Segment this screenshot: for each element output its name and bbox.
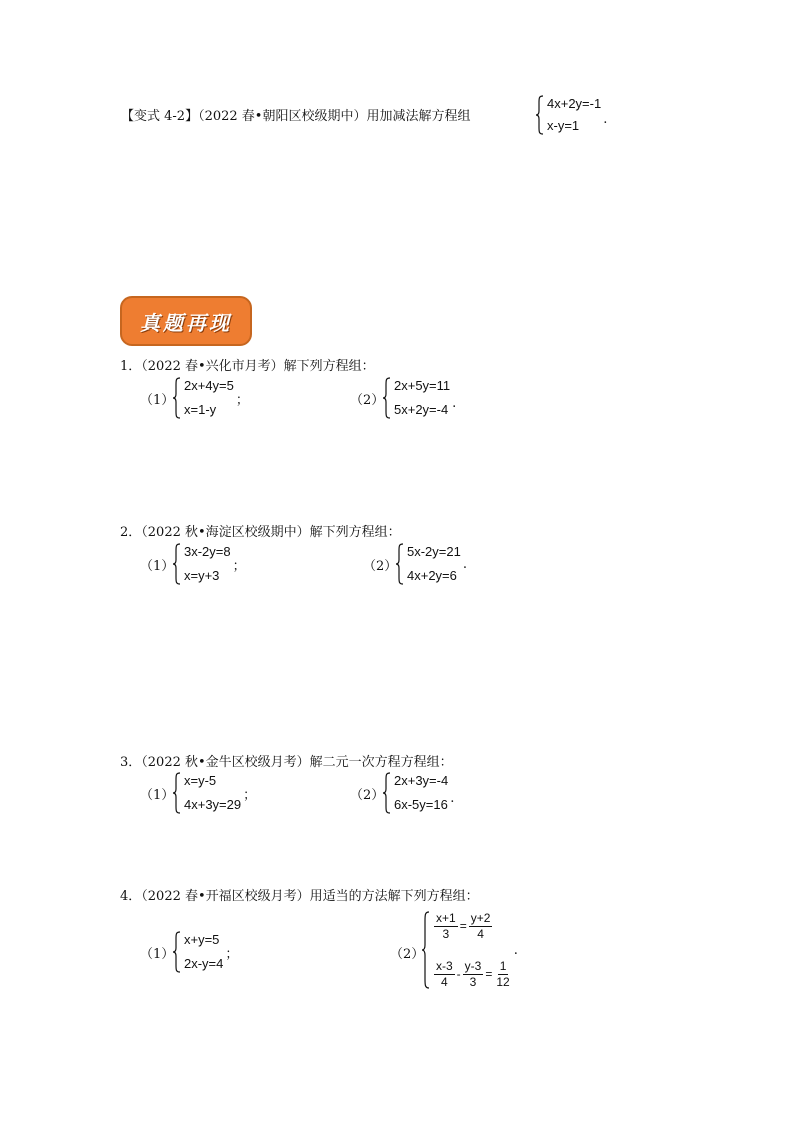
q3-p1-eq1: x=y-5: [184, 773, 217, 788]
q4-p1-system: [172, 931, 238, 973]
q2-p2-punct: .: [462, 556, 467, 572]
q4-p2-label: （2）: [390, 947, 425, 962]
q4-p2-row2: [434, 959, 512, 989]
variant-system: [535, 95, 607, 135]
q2-p2-eq1: 5x-2y=21: [407, 544, 461, 559]
left-brace-icon: [172, 772, 181, 814]
q2-p2-eq2: 4x+2y=6: [407, 568, 457, 583]
q2-p2-label: （2）: [363, 559, 398, 574]
q3-p2-label: （2）: [350, 788, 385, 803]
operator: =: [459, 919, 467, 933]
q3-p1-label: （1）: [140, 788, 175, 803]
q3-p1-system: [172, 772, 256, 814]
variant-prefix: 【变式 4-2】（2022 春•朝阳区校级期中）用加减法解方程组: [121, 109, 471, 124]
fraction: $\frac{y+2}{4}$: [470, 910, 491, 941]
q3-p2-eq1: 2x+3y=-4: [394, 773, 449, 788]
left-brace-icon: [172, 543, 181, 585]
q3-p2-eq2: 6x-5y=16: [394, 797, 448, 812]
q4-title: 4．（2022 春•开福区校级月考）用适当的方法解下列方程组：: [120, 889, 479, 904]
q4-p1-eq2: 2x-y=4: [184, 956, 224, 971]
q2-p1-eq1: 3x-2y=8: [184, 544, 231, 559]
left-brace-icon: [421, 911, 430, 989]
q1-title: 1．（2022 春•兴化市月考）解下列方程组：: [120, 359, 375, 374]
q1-p1-eq1: 2x+4y=5: [184, 378, 234, 393]
variant-eq2: x-y=1: [547, 118, 580, 133]
section-title: 真题再现: [140, 310, 232, 335]
q2-p1-system: [172, 543, 246, 585]
q2-p2-system: [395, 543, 467, 585]
q2-p1-eq2: x=y+3: [184, 568, 220, 583]
left-brace-icon: [172, 377, 181, 419]
q3-p1-punct: ；: [243, 787, 257, 803]
q3-p2-system: [382, 772, 454, 814]
q1-p1-eq2: x=1-y: [184, 402, 217, 417]
left-brace-icon: [382, 377, 391, 419]
left-brace-icon: [535, 95, 544, 135]
fraction: $\frac{1}{12}$: [496, 958, 510, 989]
q3-p1-eq2: 4x+3y=29: [184, 797, 242, 812]
q4-p1-label: （1）: [140, 947, 175, 962]
section-badge: [120, 296, 252, 346]
q1-p1-punct: ；: [235, 392, 249, 408]
q3-title: 3．（2022 秋•金牛区校级月考）解二元一次方程方程组：: [120, 755, 453, 770]
left-brace-icon: [382, 772, 391, 814]
q3-p2-punct: .: [450, 790, 455, 806]
q4-p2-row1: [434, 911, 512, 941]
q1-p2-eq2: 5x+2y=-4: [394, 402, 449, 417]
q1-p2-label: （2）: [350, 393, 385, 408]
fraction: $\frac{x+1}{3}$: [436, 910, 456, 941]
q2-p1-label: （1）: [140, 559, 175, 574]
q1-p2-eq1: 2x+5y=11: [394, 378, 451, 393]
q1-p2-punct: .: [452, 395, 457, 411]
q4-p2-punct: .: [513, 942, 518, 958]
left-brace-icon: [395, 543, 404, 585]
q1-p2-system: [382, 377, 456, 419]
fraction: $\frac{x-3}{4}$: [436, 958, 453, 989]
q4-p1-punct: ；: [225, 946, 239, 962]
q2-title: 2．（2022 秋•海淀区校级期中）解下列方程组：: [120, 525, 401, 540]
fraction: $\frac{y-3}{3}$: [464, 958, 482, 989]
q1-p1-label: （1）: [140, 393, 175, 408]
variant-eq1: 4x+2y=-1: [547, 96, 602, 111]
q4-p2-system: [421, 911, 518, 989]
left-brace-icon: [172, 931, 181, 973]
operator: =: [485, 967, 493, 981]
q4-p1-eq1: x+y=5: [184, 932, 220, 947]
operator: -: [456, 967, 461, 981]
q2-p1-punct: ；: [232, 558, 246, 574]
variant-end: .: [603, 111, 608, 127]
q1-p1-system: [172, 377, 249, 419]
